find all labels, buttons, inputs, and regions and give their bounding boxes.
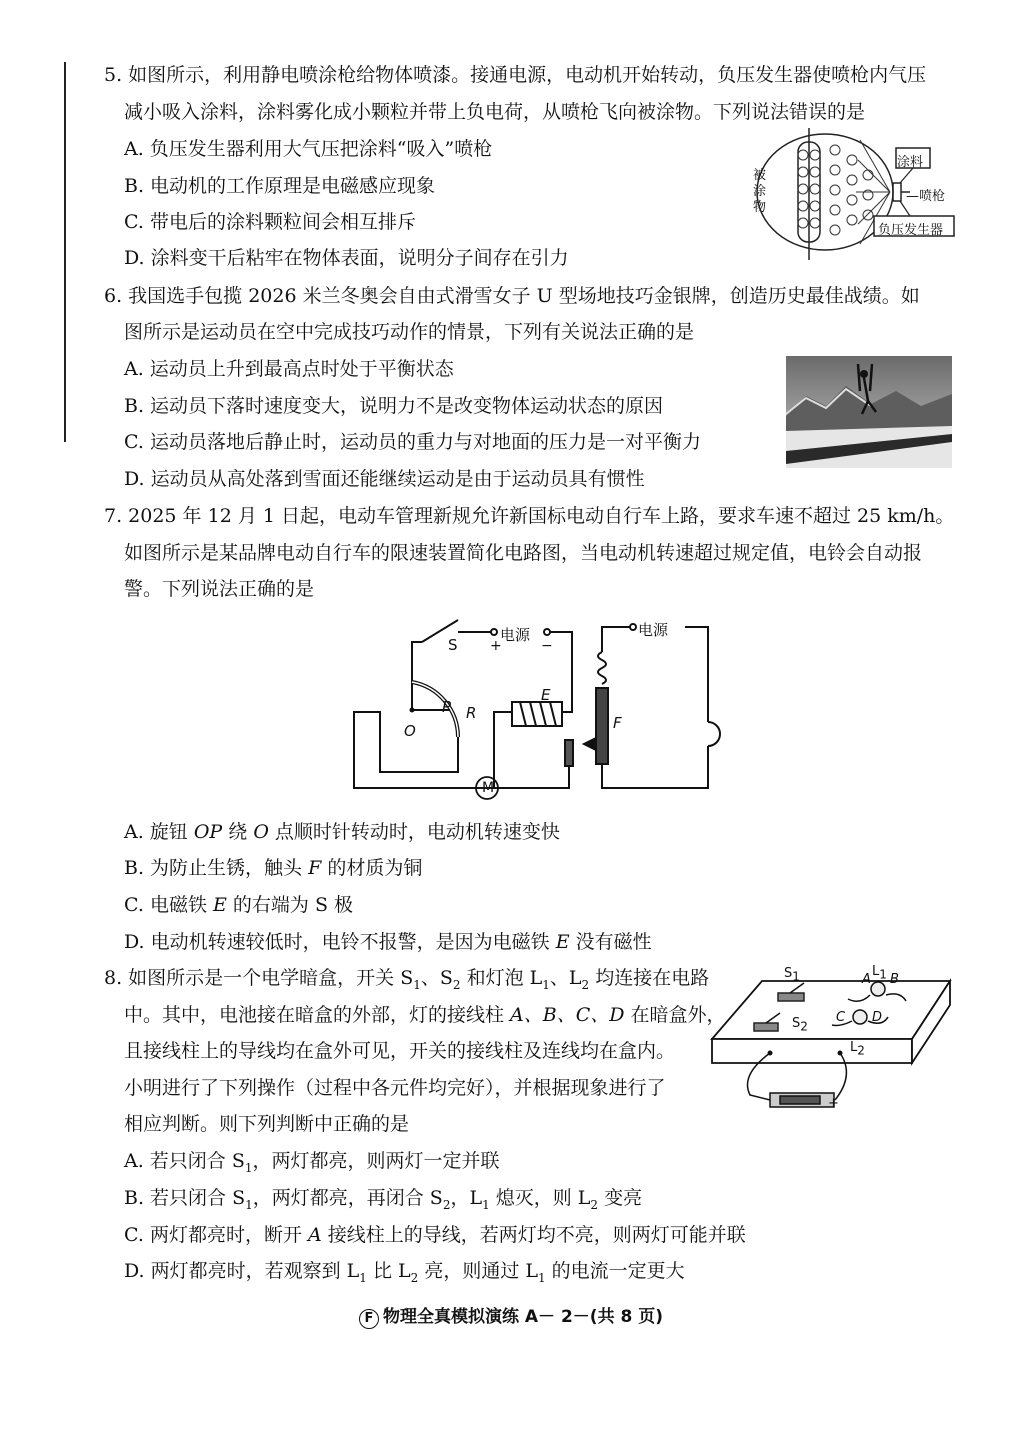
q7-option-d: D. 电动机转速较低时，电铃不报警，是因为电磁铁 E 没有磁性 [124,931,652,953]
q7-minus-label: − [541,638,553,654]
q8-option-c: C. 两灯都亮时，断开 A 接线柱上的导线，若两灯均不亮，则两灯可能并联 [124,1224,746,1246]
q5-option-a: A. 负压发生器利用大气压把涂料“吸入”喷枪 [124,138,493,160]
footer-circle-mark: F [359,1309,379,1329]
q7-slider-p-label: P [442,698,452,716]
q6-option-b: B. 运动员下落时速度变大，说明力不是改变物体运动状态的原因 [124,395,664,417]
q8-stem-line3: 且接线柱上的导线均在盒外可见，开关的接线柱及连线均在盒内。 [124,1040,676,1062]
q8-option-b: B. 若只闭合 $S_1$，两灯都亮，再闭合 $S_2$，$L_1$ 熄灭，则 $L_2$ 变亮 [124,1187,643,1212]
q7-stem-line1: 7. 2025 年 12 月 1 日起，电动车管理新规允许新国标电动自行车上路，要求车速不超过 25 km/h。 [104,505,955,527]
q7-circuit-diagram [340,612,740,812]
q7-motor-m-label: M [482,780,495,796]
q7-switch-label: S [448,636,458,654]
q7-electromagnet-e-label: E [541,686,551,704]
q6-skier-photo [786,356,952,468]
q7-stem-line2: 如图所示是某品牌电动自行车的限速装置简化电路图，当电动机转速超过规定值，电铃会自动报 [124,542,923,564]
q7-source2-label: 电源 [638,621,669,639]
q6-stem-line2: 图所示是运动员在空中完成技巧动作的情景，下列有关说法正确的是 [124,321,695,343]
q5-stem-line1: 5. 如图所示，利用静电喷涂枪给物体喷漆。接通电源，电动机开始转动，负压发生器使喷枪内气压 [104,64,927,86]
q6-option-a: A. 运动员上升到最高点时处于平衡状态 [124,358,454,380]
binding-margin-line [64,62,66,442]
q7-pivot-o-label: O [404,722,416,740]
footer-text: 物理全真模拟演练 A－ 2－(共 8 页) [382,1307,664,1327]
q5-stem-line2: 减小吸入涂料，涂料雾化成小颗粒并带上负电荷，从喷枪飞向被涂物。下列说法错误的是 [124,101,866,123]
page-footer [0,1302,1022,1329]
q8-option-a: A. 若只闭合 $S_1$，两灯都亮，则两灯一定并联 [124,1150,500,1175]
q8-l1-label: $L_1$ [872,964,887,982]
q7-source1-label: 电源 [500,626,531,644]
q8-battery-plus-label: + [828,1096,839,1111]
q5-object-label: 被涂物 [753,168,767,215]
q5-gun-label: —喷枪 [906,189,946,204]
q8-stem-line4: 小明进行了下列操作（过程中各元件均完好），并根据现象进行了 [124,1077,666,1099]
q8-s1-label: $S_1$ [784,966,800,984]
q8-terminal-b-label: B [890,972,899,987]
q8-option-d: D. 两灯都亮时，若观察到 $L_1$ 比 $L_2$ 亮，则通过 $L_1$ 的电流一定更大 [124,1260,685,1285]
q5-option-d: D. 涂料变干后粘牢在物体表面，说明分子间存在引力 [124,247,569,269]
q8-l2-label: $L_2$ [850,1040,865,1058]
q8-terminal-d-label: D [872,1010,883,1025]
q6-stem-line1: 6. 我国选手包揽 2026 米兰冬奥会自由式滑雪女子 U 型场地技巧金银牌，创造历史最佳战绩。如 [104,285,920,307]
q7-stem-line3: 警。下列说法正确的是 [124,578,315,600]
q5-paint-label: 涂料 [897,155,924,170]
q8-stem-line2: 中。其中，电池接在暗盒的外部，灯的接线柱 A、B、C、D 在暗盒外， [124,1004,726,1026]
q5-generator-label: 负压发生器 [878,223,944,238]
q7-resistor-r-label: R [466,704,477,722]
q7-option-b: B. 为防止生锈，触头 F 的材质为铜 [124,857,423,879]
q8-terminal-c-label: C [836,1010,846,1025]
q8-stem-line5: 相应判断。则下列判断中正确的是 [124,1113,410,1135]
q7-option-a: A. 旋钮 OP 绕 O 点顺时针转动时，电动机转速变快 [124,821,560,843]
q5-option-c: C. 带电后的涂料颗粒间会相互排斥 [124,211,416,233]
q8-s2-label: $S_2$ [792,1016,808,1034]
q8-stem-line1: 8. 如图所示是一个电学暗盒，开关 $S_1$、$S_2$ 和灯泡 $L_1$、$L_2$ 均连接在电路 [104,967,710,992]
q7-plus-label: + [490,638,502,654]
q5-option-b: B. 电动机的工作原理是电磁感应现象 [124,175,436,197]
q7-option-c: C. 电磁铁 E 的右端为 S 极 [124,894,353,916]
q7-contact-f-label: F [613,714,622,732]
q6-option-d: D. 运动员从高处落到雪面还能继续运动是由于运动员具有惯性 [124,468,645,490]
q6-option-c: C. 运动员落地后静止时，运动员的重力与对地面的压力是一对平衡力 [124,431,701,453]
q8-terminal-a-label: A [862,972,871,987]
